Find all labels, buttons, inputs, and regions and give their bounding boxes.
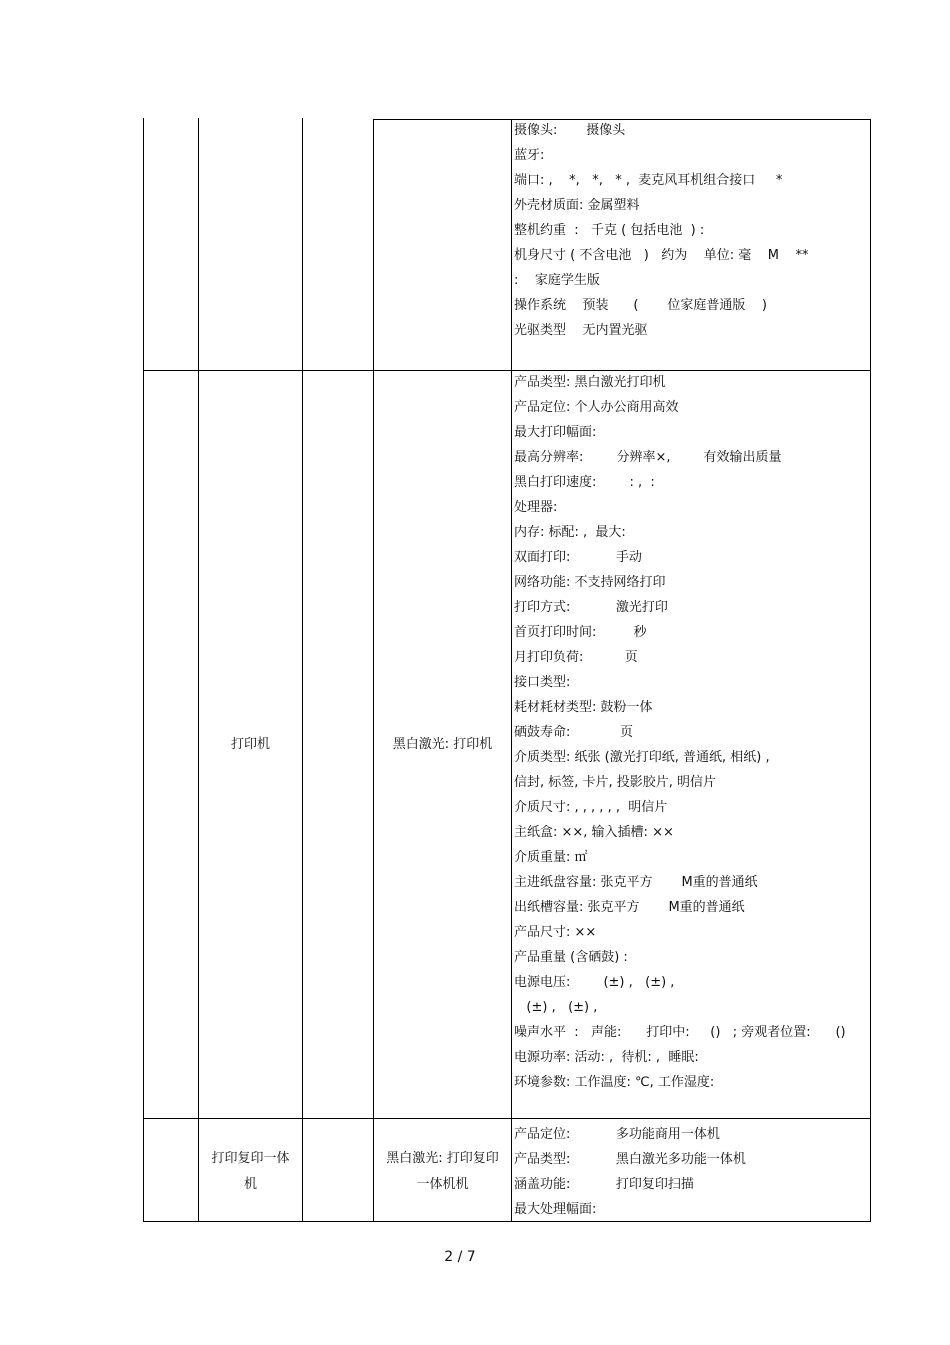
combo-spec-list	[514, 1122, 866, 1222]
spec-line: 产品类型: 黑白激光多功能一体机	[514, 1152, 746, 1167]
col-divider-1	[198, 118, 199, 1222]
spec-line: 产品定位: 多功能商用一体机	[514, 1127, 720, 1142]
spec-line: 耗材耗材类型: 鼓粉一体	[514, 700, 653, 715]
spec-line: 网络功能: 不支持网络打印	[514, 575, 666, 590]
printer-name-cell: 打印机	[230, 737, 270, 752]
spec-line: 最大处理幅面:	[514, 1202, 597, 1217]
spec-line: 介质类型: 纸张 (激光打印纸, 普通纸, 相纸) ,	[514, 750, 770, 765]
spec-line: 双面打印: 手动	[514, 550, 642, 565]
spec-line: 产品尺寸: ××	[514, 925, 597, 940]
spec-line: 接口类型:	[514, 675, 571, 690]
table-left-border	[143, 118, 144, 1222]
col-divider-2	[302, 118, 303, 1222]
spec-line: 打印方式: 激光打印	[514, 600, 668, 615]
combo-type-line: 一体机机	[416, 1177, 469, 1192]
spec-line: : 家庭学生版	[514, 273, 600, 288]
spec-line: 整机约重 : 千克 ( 包括电池 ) :	[514, 223, 705, 238]
spec-line: 涵盖功能: 打印复印扫描	[514, 1177, 694, 1192]
col-divider-3	[373, 119, 374, 1222]
spec-line: 内存: 标配: , 最大:	[514, 525, 626, 540]
spec-line: 环境参数: 工作温度: ℃, 工作湿度:	[514, 1075, 715, 1090]
spec-line: 介质尺寸: , , , , , , 明信片	[514, 800, 668, 815]
combo-name-line: 机	[243, 1177, 257, 1192]
spec-line: 电源电压: (±) , (±) ,	[514, 975, 675, 990]
spec-line: 硒鼓寿命: 页	[514, 725, 633, 740]
spec-line: 外壳材质面: 金属塑料	[514, 198, 640, 213]
spec-line: 月打印负荷: 页	[514, 650, 638, 665]
spec-line: 最大打印幅面:	[514, 425, 597, 440]
spec-line: 操作系统 预装 ( 位家庭普通版 )	[514, 298, 767, 313]
spec-line: 蓝牙:	[514, 148, 545, 163]
spec-line: 产品类型: 黑白激光打印机	[514, 375, 666, 390]
spec-line: 产品定位: 个人办公商用高效	[514, 400, 679, 415]
row-divider-2	[143, 1118, 871, 1119]
combo-type-line: 黑白激光: 打印复印	[386, 1151, 499, 1166]
spec-line: 端口: , *, *, * , 麦克风耳机组合接口 *	[514, 173, 783, 188]
spec-line: 出纸槽容量: 张克平方 M重的普通纸	[514, 900, 745, 915]
col-divider-4	[511, 119, 512, 1222]
spec-line: 主进纸盘容量: 张克平方 M重的普通纸	[514, 875, 758, 890]
spec-line: 机身尺寸 ( 不含电池 ) 约为 单位: 毫 M **	[514, 248, 809, 263]
combo-name-cell	[199, 1146, 302, 1198]
spec-line: 主纸盒: ××, 输入插槽: ××	[514, 825, 674, 840]
spec-line: 噪声水平 : 声能: 打印中: () ; 旁观者位置: ()	[514, 1025, 846, 1040]
spec-line: (±) , (±) ,	[514, 1000, 598, 1015]
combo-type-cell	[374, 1146, 511, 1198]
spec-line: 最高分辨率: 分辨率×, 有效输出质量	[514, 450, 782, 465]
printer-spec-list	[514, 370, 866, 1095]
laptop-spec-list	[514, 118, 866, 343]
printer-type-cell: 黑白激光: 打印机	[392, 737, 493, 752]
table-right-border	[870, 119, 871, 1222]
spec-line: 电源功率: 活动: , 待机: , 睡眠:	[514, 1050, 699, 1065]
page-number: 2 / 7	[444, 1249, 476, 1265]
combo-name-line: 打印复印一体	[211, 1151, 290, 1166]
spec-line: 首页打印时间: 秒	[514, 625, 647, 640]
spec-line: 光驱类型 无内置光驱	[514, 323, 648, 338]
spec-line: 处理器:	[514, 500, 558, 515]
spec-line: 产品重量 (含硒鼓) :	[514, 950, 628, 965]
spec-line: 摄像头: 摄像头	[514, 123, 626, 138]
spec-line: 介质重量: ㎡	[514, 850, 588, 865]
spec-line: 黑白打印速度: : , :	[514, 475, 655, 490]
spec-line: 信封, 标签, 卡片, 投影胶片, 明信片	[514, 775, 717, 790]
